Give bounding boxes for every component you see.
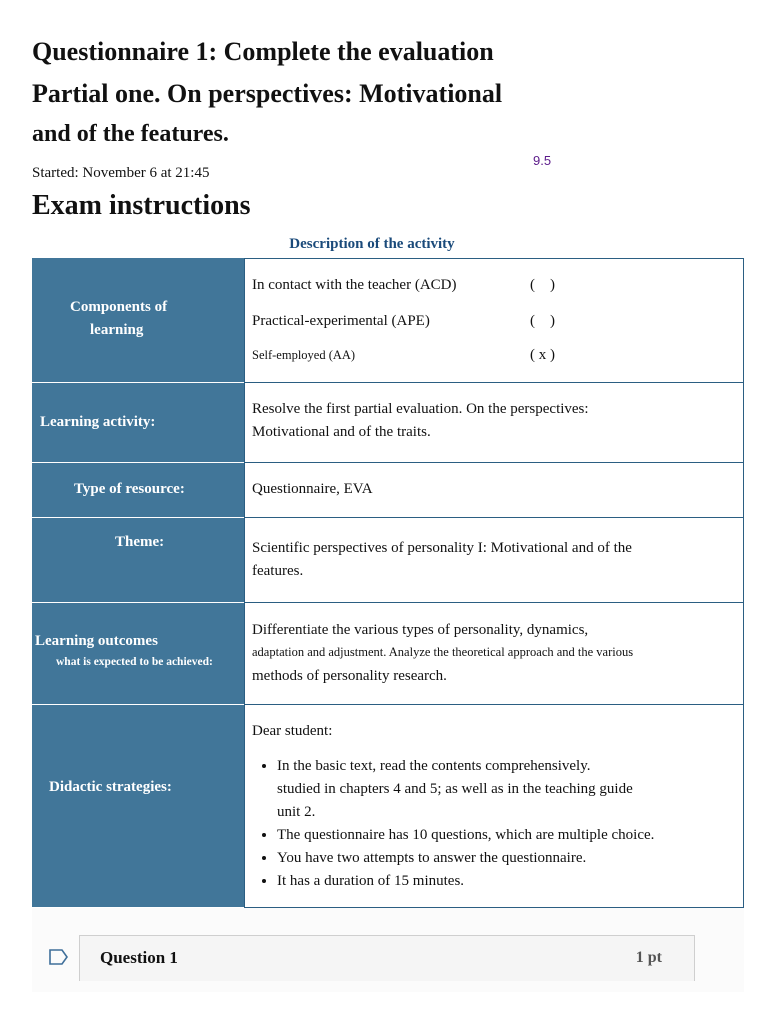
strategies-label (32, 705, 244, 908)
components-value (244, 258, 744, 383)
components-label-line-1: Components of (70, 299, 168, 315)
component-mark-acd: ( ) (530, 277, 555, 293)
component-item-aa: Self-employed (AA) (252, 348, 356, 362)
question-header (79, 935, 695, 981)
activity-label-text: Learning activity: (40, 414, 156, 430)
outcomes-line-3: methods of personality research. (252, 668, 447, 684)
outcomes-label-text: Learning outcomes (35, 633, 158, 649)
strategy-1-line-1: In the basic text, read the contents comprehensively. (277, 758, 591, 774)
activity-value (244, 383, 744, 463)
table-row-strategies (32, 705, 744, 908)
component-item-acd: In contact with the teacher (ACD) (252, 277, 457, 293)
table-row-components (32, 258, 744, 383)
activity-line-2: Motivational and of the traits. (252, 424, 431, 440)
components-label-line-2: learning (90, 322, 144, 338)
theme-label (32, 518, 244, 603)
outcomes-value (244, 603, 744, 705)
flag-outline-icon (49, 949, 69, 965)
strategies-value (244, 705, 744, 908)
outcomes-line-1: Differentiate the various types of personality, dynamics, (252, 622, 589, 638)
theme-line-1: Scientific perspectives of personality I: Motivational and of the (252, 540, 632, 556)
theme-line-2: features. (252, 563, 304, 579)
table-row-theme (32, 518, 744, 603)
theme-label-text: Theme: (115, 534, 165, 550)
strategies-label-text: Didactic strategies: (49, 779, 172, 795)
component-item-ape: Practical-experimental (APE) (252, 313, 430, 329)
activity-line-1: Resolve the first partial evaluation. On the perspectives: (252, 401, 589, 417)
component-mark-aa: ( x ) (530, 347, 555, 363)
outcomes-label (32, 603, 244, 705)
flag-question-button[interactable] (49, 949, 69, 970)
description-heading: Description of the activity (289, 236, 455, 252)
table-row-resource (32, 463, 744, 518)
strategy-1-line-2: studied in chapters 4 and 5; as well as in the teaching guide (277, 781, 633, 797)
list-item: • The questionnaire has 10 questions, which are multiple choice. (277, 824, 654, 847)
component-mark-ape: ( ) (530, 313, 555, 329)
question-title: Question 1 (100, 948, 178, 967)
activity-label (32, 383, 244, 463)
resource-value (244, 463, 744, 518)
table-row-activity (32, 383, 744, 463)
score-value: 9.5 (533, 153, 552, 168)
components-label (32, 258, 244, 383)
started-timestamp: Started: November 6 at 21:45 (32, 165, 210, 181)
resource-value-text: Questionnaire, EVA (252, 481, 373, 497)
outcomes-line-2: adaptation and adjustment. Analyze the theoretical approach and the various (252, 645, 634, 659)
strategies-list (253, 755, 654, 893)
resource-label-text: Type of resource: (74, 481, 185, 497)
instructions-heading: Exam instructions (32, 190, 251, 221)
table-row-outcomes (32, 603, 744, 705)
theme-value (244, 518, 744, 603)
question-points: 1 pt (635, 949, 662, 966)
list-item (277, 755, 654, 824)
page-title-line-3: and of the features. (32, 121, 229, 147)
page-title-line-2: Partial one. On perspectives: Motivational (32, 79, 503, 108)
strategies-greeting: Dear student: (252, 723, 333, 739)
outcomes-sublabel: what is expected to be achieved: (56, 656, 213, 668)
page-title-line-1: Questionnaire 1: Complete the evaluation (32, 37, 494, 66)
list-item: • You have two attempts to answer the questionnaire. (277, 847, 654, 870)
resource-label (32, 463, 244, 518)
list-item: • It has a duration of 15 minutes. (277, 870, 654, 893)
strategy-1-line-3: unit 2. (277, 804, 316, 820)
